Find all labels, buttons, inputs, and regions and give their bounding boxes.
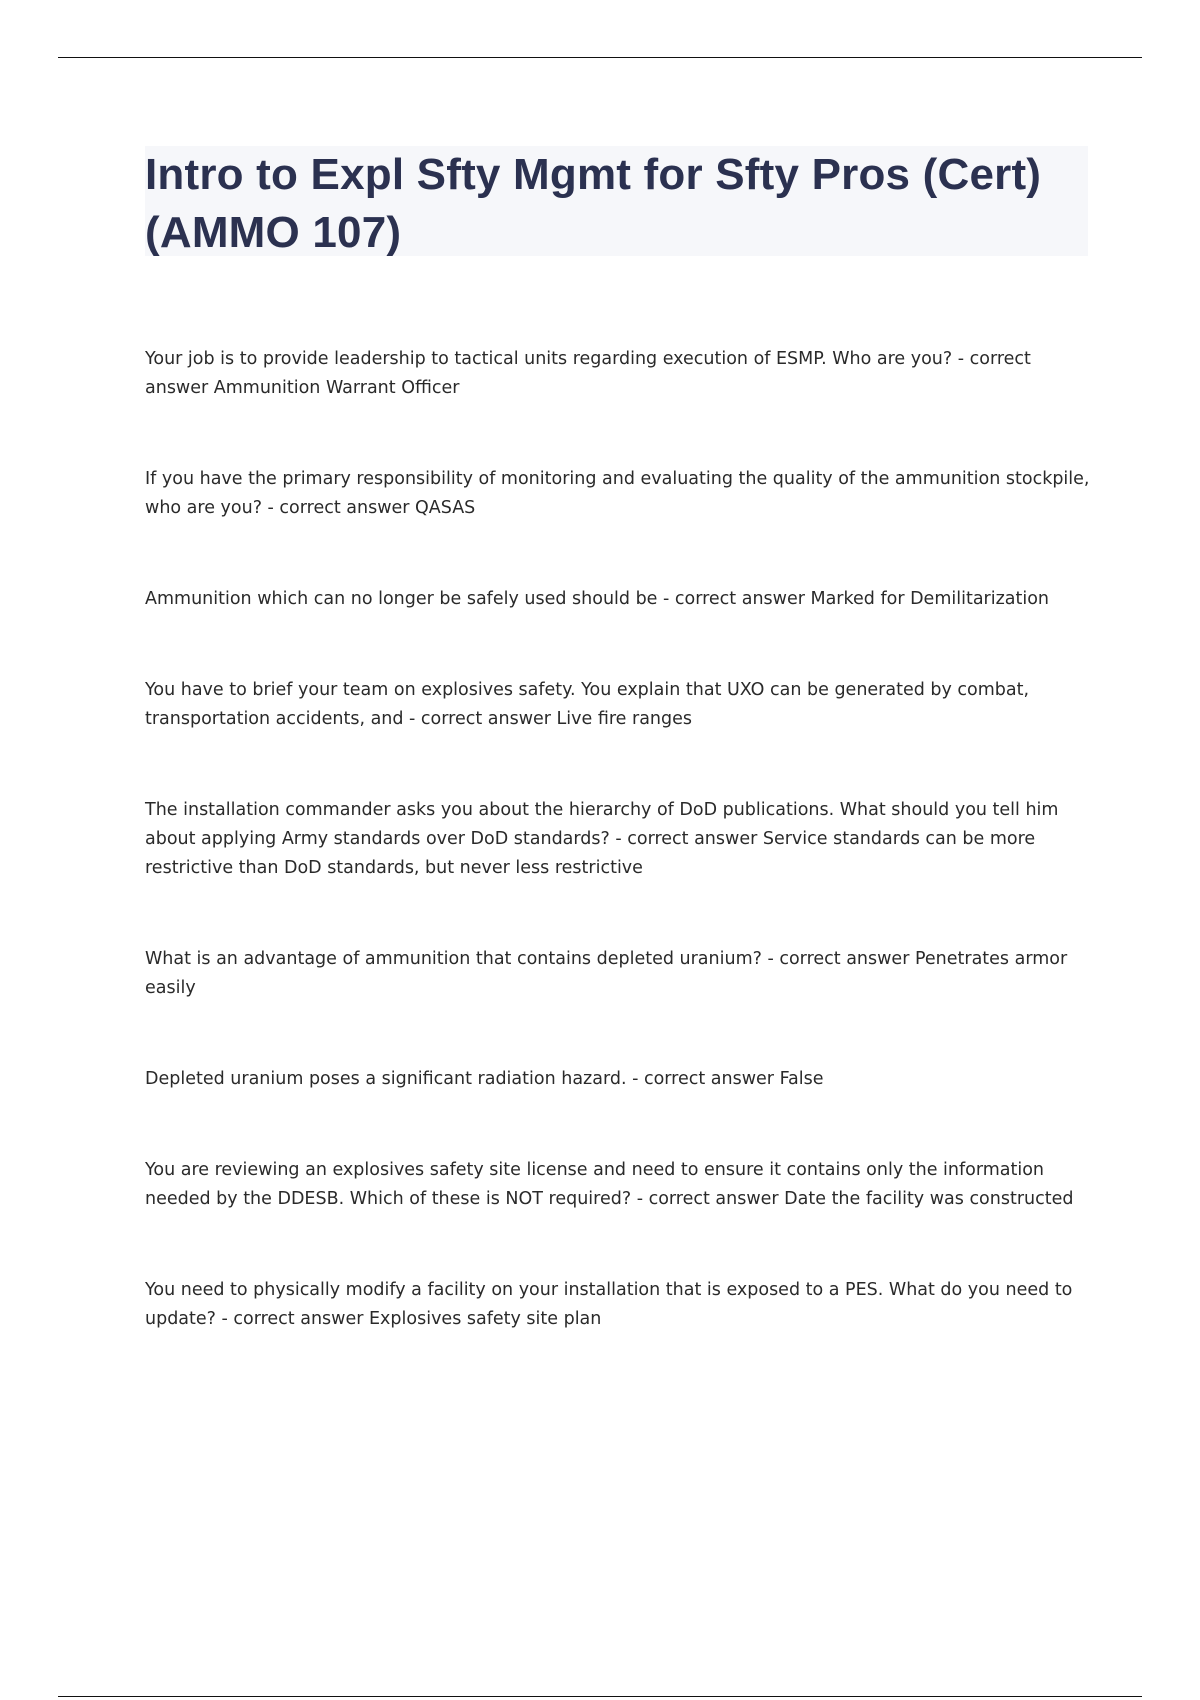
qa-item-2: If you have the primary responsibility of monitoring and evaluating the quality of the ammunition stockpile, who are you? - correct answer QASAS	[145, 469, 1096, 518]
qa-item-3: Ammunition which can no longer be safely used should be - correct answer Marked for Demilitarization	[145, 589, 1050, 609]
title-block	[145, 146, 1088, 256]
qa-item-6: What is an advantage of ammunition that contains depleted uranium? - correct answer Penetrates armor easily	[145, 949, 1073, 998]
top-rule	[58, 57, 1142, 58]
qa-list	[145, 345, 1095, 1334]
qa-item-7: Depleted uranium poses a significant radiation hazard. - correct answer False	[145, 1069, 824, 1089]
qa-item-4: You have to brief your team on explosives safety. You explain that UXO can be generated by combat, transportation accidents, and - correct answer Live fire ranges	[145, 680, 1035, 729]
bottom-rule	[58, 1696, 1142, 1697]
qa-item-9: You need to physically modify a facility on your installation that is exposed to a PES. What do you need to update? - correct answer Explosives safety site plan	[145, 1280, 1078, 1329]
qa-item-8: You are reviewing an explosives safety site license and need to ensure it contains only the information needed by the DDESB. Which of these is NOT required? - correct answer Date the facility was constructed	[145, 1160, 1074, 1209]
qa-item-5: The installation commander asks you about the hierarchy of DoD publications. What should you tell him about applying Army standards over DoD standards? - correct answer Service standards can be more restrictive than DoD standards, but never less restrictive	[145, 800, 1065, 878]
qa-item-1: Your job is to provide leadership to tactical units regarding execution of ESMP. Who are you? - correct answer Ammunition Warrant Officer	[145, 349, 1037, 398]
document-title: Intro to Expl Sfty Mgmt for Sfty Pros (Cert) (AMMO 107)	[145, 150, 1042, 257]
